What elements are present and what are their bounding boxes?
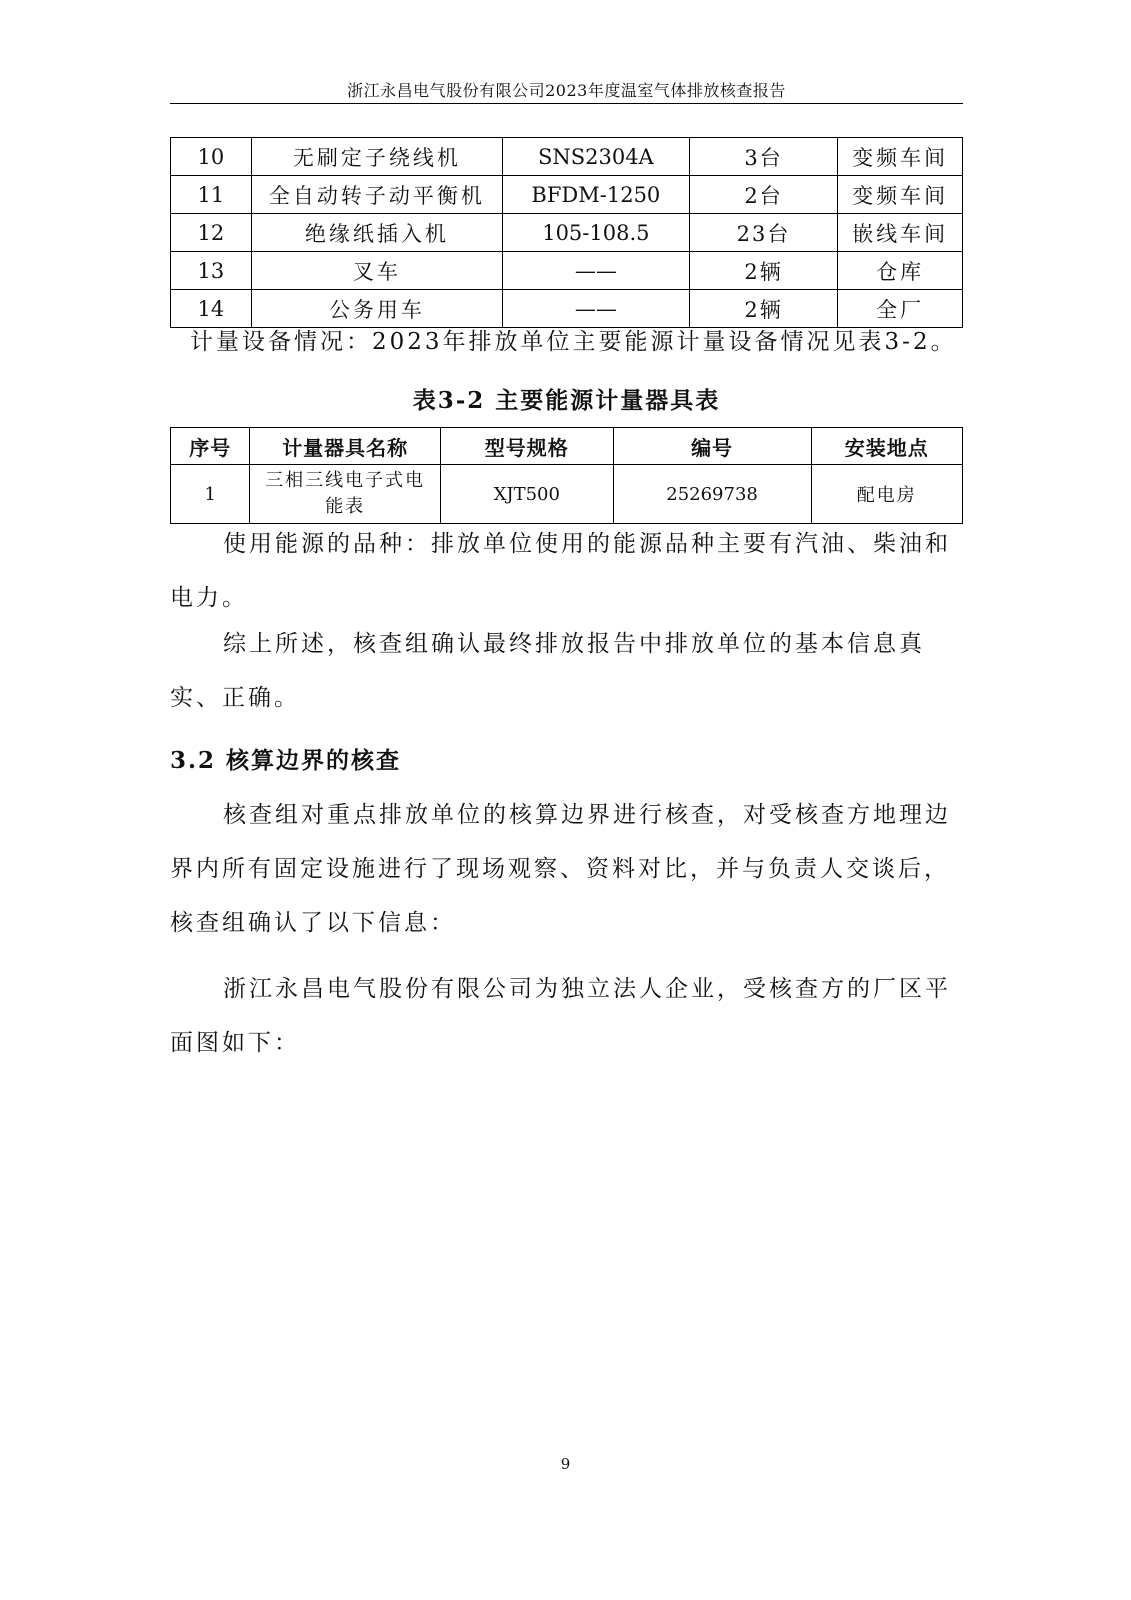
row-number: 12 [171,214,252,252]
meter-model: XJT500 [440,465,613,524]
meter-name: 三相三线电子式电能表 [250,465,441,524]
equipment-quantity: 2台 [689,176,838,214]
meter-intro-paragraph: 计量设备情况：2023年排放单位主要能源计量设备情况见表3-2。 [190,329,957,355]
meter-table [170,427,963,524]
equipment-location: 变频车间 [838,176,963,214]
equipment-quantity: 3台 [689,138,838,176]
page-number: 9 [560,1455,571,1473]
summary-paragraph: 综上所述，核查组确认最终排放报告中排放单位的基本信息真实、正确。 [170,631,925,711]
equipment-table [170,137,963,328]
table-row [171,176,963,214]
equipment-location: 全厂 [838,290,963,328]
equipment-model: —— [502,252,689,290]
page-header: 浙江永昌电气股份有限公司2023年度温室气体排放核查报告 [347,81,786,100]
table-row [171,465,963,524]
table-row [171,214,963,252]
equipment-name: 绝缘纸插入机 [251,214,502,252]
equipment-quantity: 2辆 [689,290,838,328]
table-row [171,252,963,290]
site-plan-paragraph: 浙江永昌电气股份有限公司为独立法人企业，受核查方的厂区平面图如下： [170,976,951,1056]
column-header-location: 安装地点 [811,428,962,465]
row-number: 1 [171,465,250,524]
row-number: 13 [171,252,252,290]
column-header-number: 序号 [171,428,250,465]
equipment-location: 仓库 [838,252,963,290]
equipment-name: 公务用车 [251,290,502,328]
column-header-code: 编号 [613,428,811,465]
table-caption: 表3-2 主要能源计量器具表 [412,387,721,414]
row-number: 10 [171,138,252,176]
equipment-quantity: 2辆 [689,252,838,290]
meter-code: 25269738 [613,465,811,524]
equipment-model: BFDM-1250 [502,176,689,214]
equipment-location: 变频车间 [838,138,963,176]
equipment-name: 无刷定子绕线机 [251,138,502,176]
meter-location: 配电房 [811,465,962,524]
table-row [171,138,963,176]
equipment-model: 105-108.5 [502,214,689,252]
equipment-model: —— [502,290,689,328]
equipment-model: SNS2304A [502,138,689,176]
column-header-model: 型号规格 [440,428,613,465]
equipment-location: 嵌线车间 [838,214,963,252]
row-number: 14 [171,290,252,328]
table-header-row [171,428,963,465]
energy-types-paragraph: 使用能源的品种：排放单位使用的能源品种主要有汽油、柴油和电力。 [170,531,951,611]
row-number: 11 [171,176,252,214]
equipment-quantity: 23台 [689,214,838,252]
section-heading: 3.2 核算边界的核查 [170,747,402,774]
header-divider [170,103,963,104]
equipment-name: 全自动转子动平衡机 [251,176,502,214]
equipment-name: 叉车 [251,252,502,290]
column-header-name: 计量器具名称 [250,428,441,465]
boundary-paragraph: 核查组对重点排放单位的核算边界进行核查，对受核查方地理边界内所有固定设施进行了现场观察、资料对比，并与负责人交谈后，核查组确认了以下信息： [170,802,951,936]
